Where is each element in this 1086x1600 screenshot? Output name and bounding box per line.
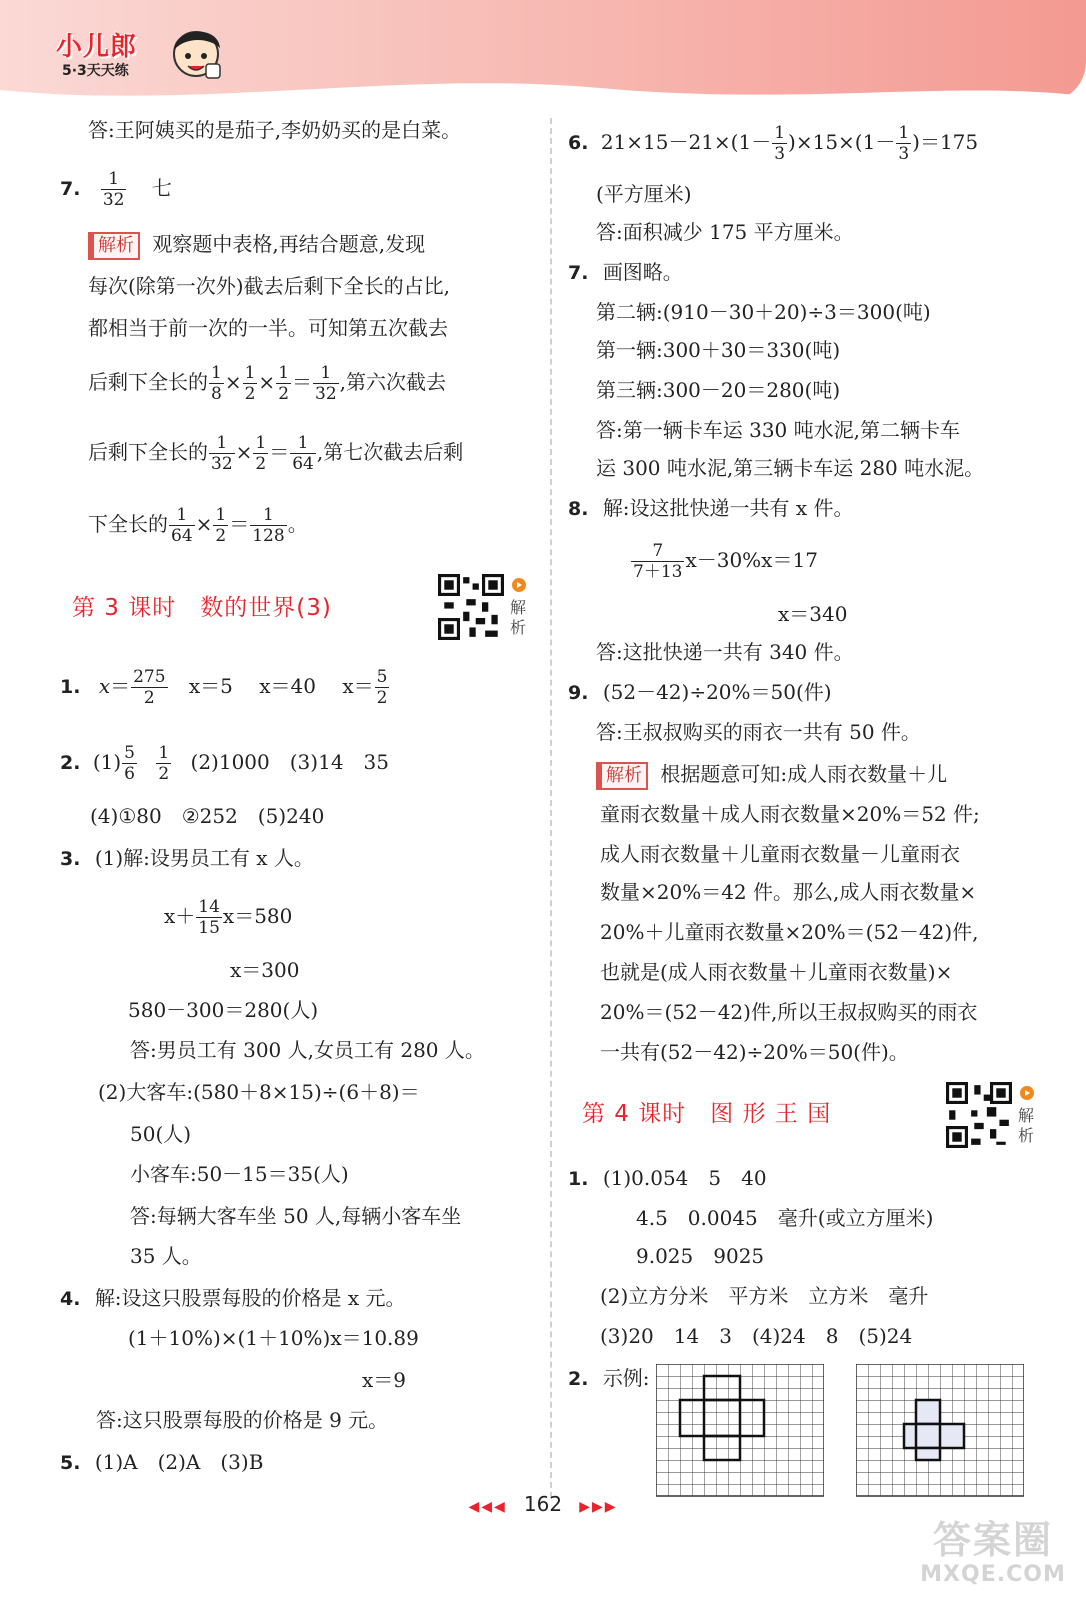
grid-figure-2 bbox=[856, 1364, 1024, 1498]
analysis-line-5: 后剩下全长的 $\frac{1}{32}$ × $\frac{1}{2}$ ＝ $\frac{1}{64}$ ,第七次截去后剩 bbox=[88, 433, 464, 474]
equation-result: x＝300 bbox=[230, 958, 300, 982]
qr-code-icon[interactable] bbox=[438, 574, 504, 640]
answer-line: 答:这只股票每股的价格是 9 元。 bbox=[96, 1408, 389, 1432]
watermark bbox=[908, 1518, 1078, 1596]
equation-result: x＝340 bbox=[778, 602, 848, 626]
question-2: 2. (1) $\frac{5}{6}$ $\frac{1}{2}$ (2)1000 (3)14 35 bbox=[60, 743, 389, 784]
fraction: $\frac{1}{32}$ bbox=[102, 169, 125, 210]
analysis-line-3: 成人雨衣数量＋儿童雨衣数量－儿童雨衣 bbox=[600, 842, 960, 866]
question-6: 6. 21×15－21×(1－ $\frac{1}{3}$ )×15×(1－ $\frac{1}{3}$ )＝175 bbox=[568, 123, 979, 164]
question-9: 9. (52－42)÷20%＝50(件) bbox=[568, 680, 832, 704]
section-title-4: 第 4 课时 图 形 王 国 bbox=[582, 1101, 832, 1127]
analysis-line-3: 都相当于前一次的一半。可知第五次截去 bbox=[88, 316, 448, 340]
analysis-line-1: 解析 观察题中表格,再结合题意,发现 bbox=[88, 224, 425, 264]
question-number: 7. bbox=[60, 178, 81, 200]
calculation: 第二辆:(910－30＋20)÷3＝300(吨) bbox=[596, 300, 931, 324]
question-4: 4. 解:设这只股票每股的价格是 x 元。 bbox=[60, 1286, 406, 1310]
answer-line: 35 人。 bbox=[130, 1244, 202, 1268]
calculation: 小客车:50－15＝35(人) bbox=[130, 1162, 349, 1186]
analysis-line-2: 每次(除第一次外)截去后剩下全长的占比, bbox=[88, 274, 450, 298]
equation: (1＋10%)×(1＋10%)x＝10.89 bbox=[128, 1326, 419, 1350]
section4-question-1: 1. (1)0.054 5 40 bbox=[568, 1166, 767, 1190]
answer-line: (2)立方分米 平方米 立方米 毫升 bbox=[600, 1284, 929, 1308]
analysis-line-5: 20%＋儿童雨衣数量×20%＝(52－42)件, bbox=[600, 920, 979, 944]
analysis-line-6: 也就是(成人雨衣数量＋儿童雨衣数量)× bbox=[600, 960, 953, 984]
brand-sub: 5·3天天练 bbox=[62, 63, 129, 79]
answer-text: 七 bbox=[151, 176, 172, 200]
analysis-line-4: 数量×20%＝42 件。那么,成人雨衣数量× bbox=[600, 880, 977, 904]
answer-line: 答:男员工有 300 人,女员工有 280 人。 bbox=[130, 1038, 485, 1062]
calculation: 第三辆:300－20＝280(吨) bbox=[596, 378, 841, 402]
question-2-cont: (4)①80 ②252 (5)240 bbox=[90, 804, 325, 828]
analysis-tag: 解析 bbox=[88, 232, 140, 260]
analysis-line-7: 20%＝(52－42)件,所以王叔叔购买的雨衣 bbox=[600, 1000, 978, 1024]
question-8: 8. 解:设这批快递一共有 x 件。 bbox=[568, 496, 854, 520]
question-7: 7. 画图略。 bbox=[568, 260, 683, 284]
answer-line: 4.5 0.0045 毫升(或立方厘米) bbox=[636, 1206, 934, 1230]
answer-line: 运 300 吨水泥,第三辆卡车运 280 吨水泥。 bbox=[596, 456, 985, 480]
prev-arrows-icon: ◀◀◀ bbox=[468, 1499, 507, 1515]
watermark-line-1: 答案圈 bbox=[932, 1518, 1053, 1562]
answer-line: 答:每辆大客车坐 50 人,每辆小客车坐 bbox=[130, 1204, 462, 1228]
answer-line: 答:王叔叔购买的雨衣一共有 50 件。 bbox=[596, 720, 921, 744]
next-arrows-icon: ▶▶▶ bbox=[579, 1499, 618, 1515]
equation: x＋ $\frac{14}{15}$ x＝580 bbox=[164, 897, 293, 938]
question-3: 3. (1)解:设男员工有 x 人。 bbox=[60, 846, 314, 870]
answer-line: 答:第一辆卡车运 330 吨水泥,第二辆卡车 bbox=[596, 418, 960, 442]
answer-line: 答:王阿姨买的是茄子,李奶奶买的是白菜。 bbox=[88, 118, 462, 142]
page-number: 162 bbox=[523, 1492, 563, 1516]
qr-code-icon[interactable] bbox=[946, 1082, 1012, 1148]
analysis-line-4: 后剩下全长的 $\frac{1}{8}$ × $\frac{1}{2}$ × $\frac{1}{2}$ ＝ $\frac{1}{32}$ ,第六次截去 bbox=[88, 363, 447, 404]
watermark-line-2: MXQE.COM bbox=[920, 1562, 1066, 1587]
question-1: 1. x＝ $\frac{275}{2}$ x＝5 x＝40 x＝ $\frac{5}{2}$ bbox=[60, 667, 388, 708]
brand-name: 小儿郎 bbox=[56, 32, 138, 62]
calculation: 第一辆:300＋30＝330(吨) bbox=[596, 338, 841, 362]
calculation: 50(人) bbox=[130, 1122, 192, 1146]
equation-result: x＝9 bbox=[362, 1368, 407, 1392]
analysis-line-8: 一共有(52－42)÷20%＝50(件)。 bbox=[600, 1040, 909, 1064]
mascot-icon bbox=[166, 20, 228, 86]
calculation: (2)大客车:(580＋8×15)÷(6＋8)＝ bbox=[98, 1080, 420, 1104]
question-7-left bbox=[60, 168, 172, 210]
play-icon bbox=[1020, 1086, 1034, 1100]
qr-label: 解析 bbox=[1017, 1106, 1034, 1145]
question-5: 5. (1)A (2)A (3)B bbox=[60, 1450, 264, 1474]
unit-line: (平方厘米) bbox=[596, 182, 692, 206]
answer-line: 9.025 9025 bbox=[636, 1244, 765, 1268]
calculation: 580－300＝280(人) bbox=[128, 998, 319, 1022]
answer-line: 答:面积减少 175 平方厘米。 bbox=[596, 220, 854, 244]
page-footer bbox=[0, 1492, 1086, 1516]
qr-label: 解析 bbox=[509, 598, 526, 637]
section4-question-2: 2. 示例: bbox=[568, 1366, 650, 1390]
analysis-line-2: 童雨衣数量＋成人雨衣数量×20%＝52 件; bbox=[600, 802, 980, 826]
analysis-line-6: 下全长的 $\frac{1}{64}$ × $\frac{1}{2}$ ＝ $\frac{1}{128}$ 。 bbox=[88, 505, 308, 546]
analysis-tag: 解析 bbox=[596, 762, 648, 790]
play-icon bbox=[512, 578, 526, 592]
equation: $\frac{7}{7+13}$ x－30%x＝17 bbox=[633, 541, 818, 582]
section-title-3: 第 3 课时 数的世界(3) bbox=[72, 595, 332, 621]
analysis-line-1: 解析 根据题意可知:成人雨衣数量＋儿 bbox=[596, 754, 947, 794]
answer-line: (3)20 14 3 (4)24 8 (5)24 bbox=[600, 1324, 913, 1348]
column-divider bbox=[550, 118, 552, 1498]
answer-line: 答:这批快递一共有 340 件。 bbox=[596, 640, 854, 664]
brand-logo bbox=[52, 20, 222, 90]
grid-figure-1 bbox=[656, 1364, 824, 1498]
